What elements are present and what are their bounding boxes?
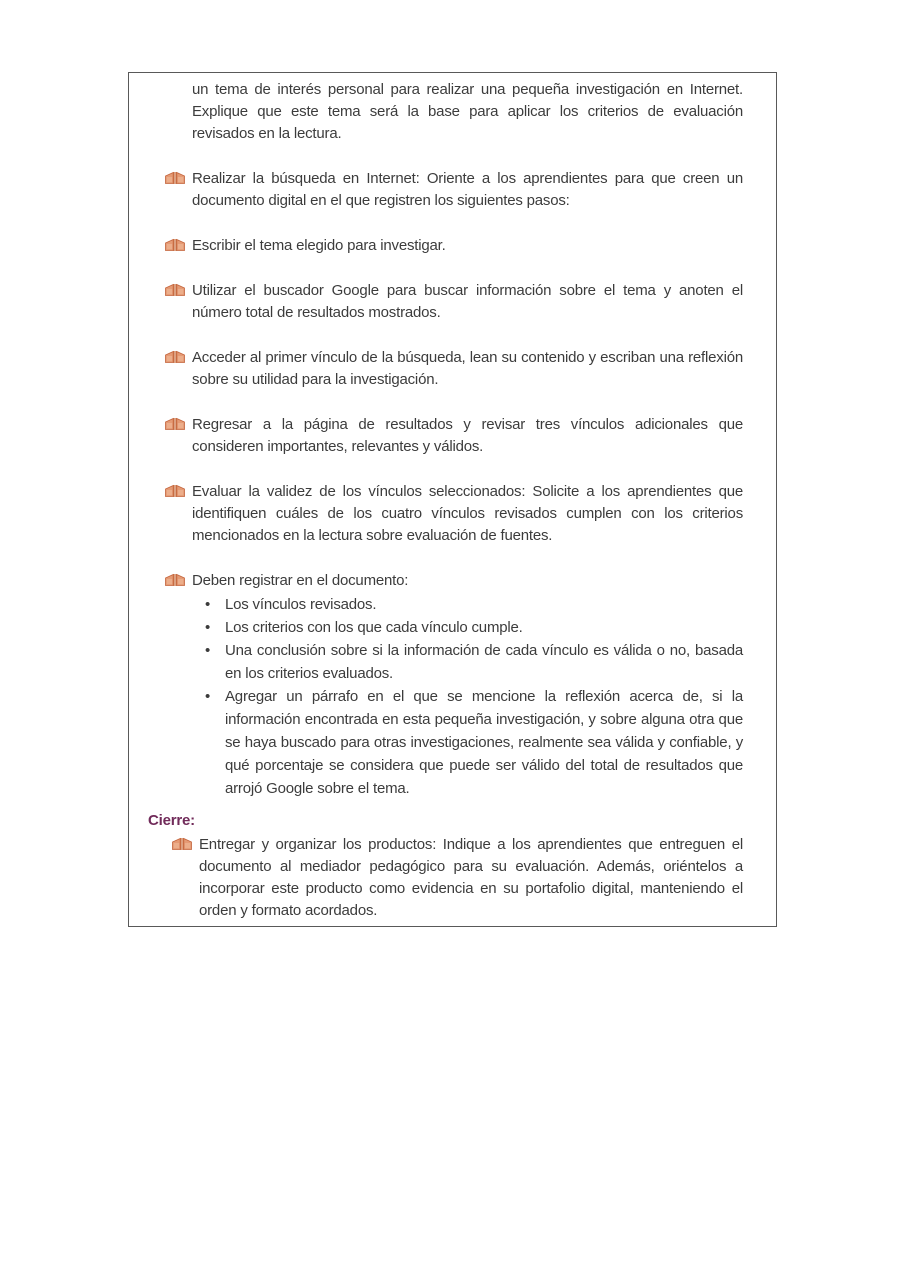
bullet-text: Deben registrar en el documento: (192, 572, 409, 589)
sub-bullet-text: Una conclusión sobre si la información de cada vínculo es válida o no, basada en los criterios evaluados. (225, 642, 743, 682)
open-book-icon (165, 168, 192, 212)
sub-bullet-text: Los criterios con los que cada vínculo cumple. (225, 619, 523, 636)
bullet-item-realizar-busqueda (165, 168, 743, 212)
sub-bullet-text: Los vínculos revisados. (225, 596, 377, 613)
sub-bullet-text: Agregar un párrafo en el que se mencione la reflexión acerca de, si la información encontrada en esta pequeña investigación, y sobre alguna otra que se haya buscado para otras investigaciones, realmente sea válida y confiable, y qué porcentaje se considera que puede ser válido del total de resultados que arrojó Google sobre el tema. (225, 688, 743, 797)
intro-paragraph: un tema de interés personal para realizar una pequeña investigación en Internet. Explique que este tema será la base para aplicar los criterios de evaluación revisados en la lectura. (192, 81, 743, 142)
bullet-dot: • (205, 619, 211, 636)
bullet-text: Acceder al primer vínculo de la búsqueda, lean su contenido y escriban una reflexión sobre su utilidad para la investigación. (192, 349, 743, 388)
bullet-item-escribir-tema (165, 235, 743, 257)
bullet-item-deben-registrar (165, 570, 743, 592)
bullet-text: Evaluar la validez de los vínculos seleccionados: Solicite a los aprendientes que identifiquen cuáles de los cuatro vínculos revisados cumplen con los criterios mencionados en la lectura sobre evaluación de fuentes. (192, 483, 743, 544)
sub-bullet-item (205, 593, 743, 616)
bullet-item-utilizar-google (165, 280, 743, 324)
sub-bullet-item (205, 639, 743, 685)
bullet-item-regresar-pagina (165, 414, 743, 458)
bullet-item-acceder-vinculo (165, 347, 743, 391)
open-book-icon (165, 414, 192, 458)
bullet-text: Utilizar el buscador Google para buscar información sobre el tema y anoten el número total de resultados mostrados. (192, 282, 743, 321)
bullet-text: Escribir el tema elegido para investigar. (192, 237, 446, 254)
bullet-dot: • (205, 642, 211, 659)
sub-bullet-item (205, 616, 743, 639)
closing-section-heading: Cierre: (148, 812, 195, 829)
open-book-icon (172, 834, 199, 922)
bullet-text: Entregar y organizar los productos: Indique a los aprendientes que entreguen el documento al mediador pedagógico para su evaluación. Además, oriéntelos a incorporar este producto como evidencia en su portafolio digital, manteniendo el orden y formato acordados. (199, 836, 743, 919)
bullet-dot: • (205, 596, 211, 613)
bullet-item-entregar-productos (172, 834, 743, 922)
bullet-dot: • (205, 688, 211, 705)
bullet-item-evaluar-validez (165, 481, 743, 547)
open-book-icon (165, 347, 192, 391)
open-book-icon (165, 481, 192, 547)
open-book-icon (165, 570, 192, 592)
open-book-icon (165, 235, 192, 257)
sub-bullet-item (205, 685, 743, 800)
sub-bullet-list (205, 593, 743, 800)
document-content-box (128, 72, 777, 927)
bullet-text: Realizar la búsqueda en Internet: Oriente a los aprendientes para que creen un documento digital en el que registren los siguientes pasos: (192, 170, 743, 209)
open-book-icon (165, 280, 192, 324)
bullet-text: Regresar a la página de resultados y revisar tres vínculos adicionales que consideren importantes, relevantes y válidos. (192, 416, 743, 455)
